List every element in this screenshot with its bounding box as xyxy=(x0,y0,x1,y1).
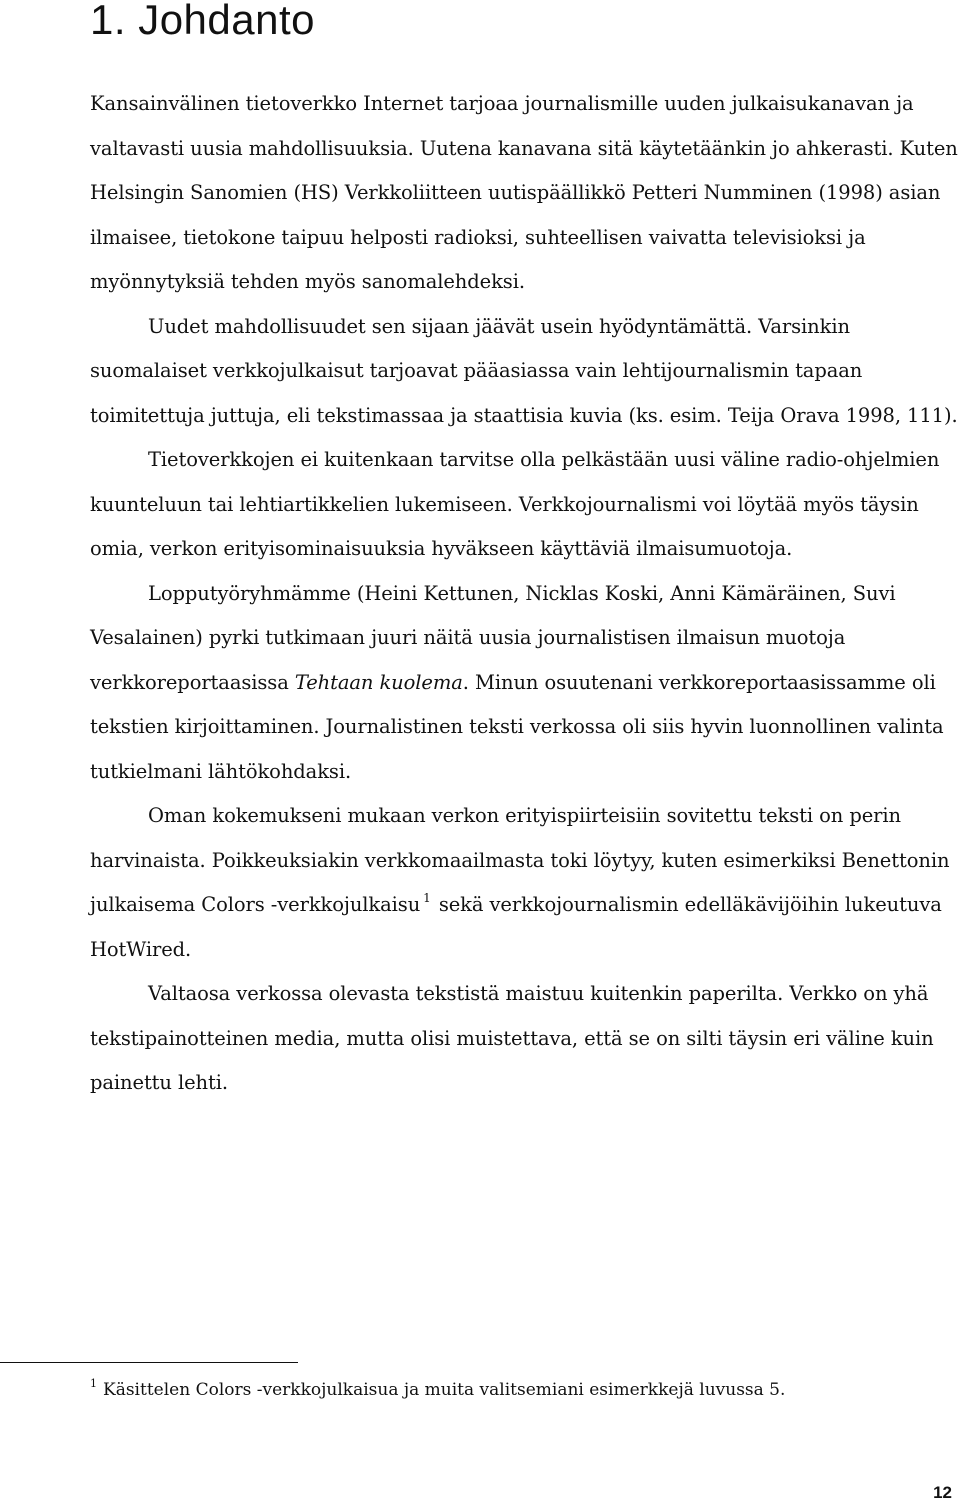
paragraph-5-text-end: sekä verkkojournalismin edelläkävijöihin lukeutuva HotWired. xyxy=(90,893,942,961)
paragraph-4 xyxy=(90,572,960,795)
footnote-separator xyxy=(0,1362,298,1363)
body-text xyxy=(90,82,960,1106)
page-number: 12 xyxy=(933,1483,952,1502)
paragraph-4-text-end: . Minun osuutenani verkkoreportaasissamme oli tekstien kirjoittaminen. Journalistinen teksti verkossa oli siis hyvin luonnollinen valinta tutkielmani lähtökohdaksi. xyxy=(90,670,944,783)
paragraph-4-text-start: Lopputyöryhmämme (Heini Kettunen, Nicklas Koski, Anni Kämäräinen, Suvi Vesalainen) pyrki tutkimaan juuri näitä uusia journalistisen ilmaisun muotoja verkkoreportaasissa xyxy=(90,581,896,694)
footnote xyxy=(90,1378,950,1402)
paragraph-1: Kansainvälinen tietoverkko Internet tarjoaa journalismille uuden julkaisukanavan ja valtavasti uusia mahdollisuuksia. Uutena kanavana sitä käytetäänkin jo ahkerasti. Kuten Helsingin Sanomien (HS) Verkkoliitteen uutispäällikkö Petteri Numminen (1998) asian ilmaisee, tietokone taipuu helposti radioksi, suhteellisen vaivatta televisioksi ja myönnytyksiä tehden myös sanomalehdeksi. xyxy=(90,92,958,293)
footnote-text: Käsittelen Colors -verkkojulkaisua ja muita valitsemiani esimerkkejä luvussa 5. xyxy=(103,1380,786,1400)
paragraph-2: Uudet mahdollisuudet sen sijaan jäävät usein hyödyntämättä. Varsinkin suomalaiset verkkojulkaisut tarjoavat pääasiassa vain lehtijournalismin tapaan toimitettuja juttuja, eli tekstimassaa ja staattisia kuvia (ks. esim. Teija Orava 1998, 111). xyxy=(90,314,958,427)
chapter-heading: 1. Johdanto xyxy=(90,0,316,43)
paragraph-6: Valtaosa verkossa olevasta tekstistä maistuu kuitenkin paperilta. Verkko on yhä tekstipainotteinen media, mutta olisi muistettava, että se on silti täysin eri väline kuin painettu lehti. xyxy=(90,982,934,1094)
paragraph-5-text-start: Oman kokemukseni mukaan verkon erityispiirteisiin sovitettu teksti on perin harvinaista. Poikkeuksiakin verkkomaailmasta toki löytyy, kuten esimerkiksi Benettonin julkaisema Colors -verkkojulkaisu xyxy=(90,804,950,916)
reportage-title: Tehtaan kuolema xyxy=(294,670,463,694)
footnote-mark: 1 xyxy=(90,1377,97,1390)
footnote-reference: 1 xyxy=(423,891,431,905)
paragraph-5 xyxy=(90,794,960,972)
paragraph-3: Tietoverkkojen ei kuitenkaan tarvitse olla pelkästään uusi väline radio-ohjelmien kuunteluun tai lehtiartikkelien lukemiseen. Verkkojournalismi voi löytää myös täysin omia, verkon erityisominaisuuksia hyväkseen käyttäviä ilmaisumuotoja. xyxy=(90,448,940,560)
